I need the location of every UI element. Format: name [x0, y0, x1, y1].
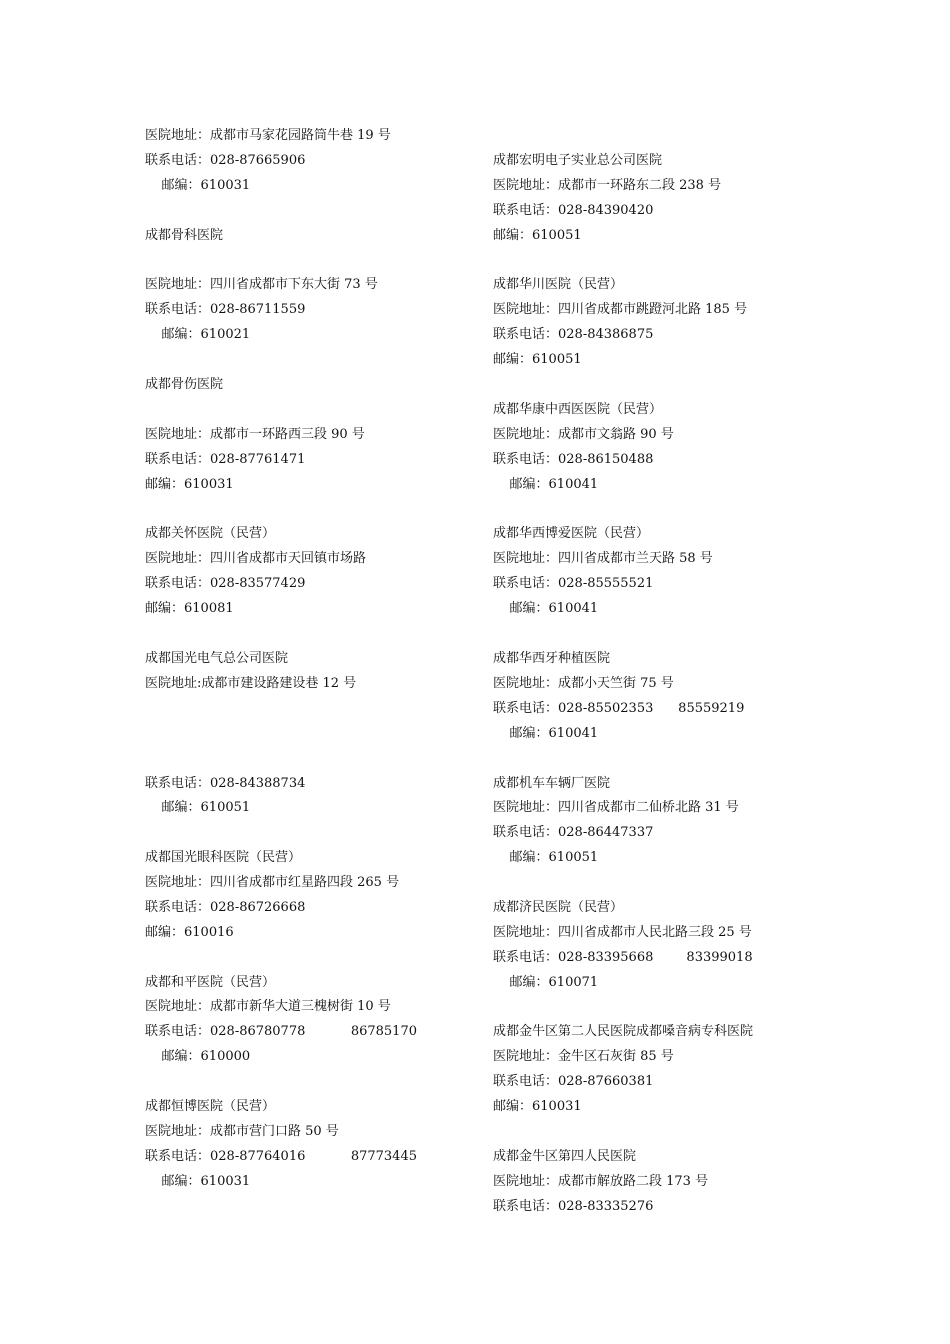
phone-text: 联系电话：028-84386875	[493, 327, 654, 342]
phone-text: 联系电话：028-85502353 85559219	[493, 701, 745, 716]
hospital-name: 成都国光眼科医院（民营）	[145, 850, 302, 865]
hospital-name: 成都金牛区第二人民医院成都嗓音病专科医院	[493, 1024, 754, 1039]
phone-text: 联系电话：028-83335276	[493, 1199, 654, 1214]
postcode-text: 邮编：610051	[493, 352, 582, 367]
postcode-text: 邮编：610051	[493, 228, 582, 243]
address-text: 医院地址:成都市建设路建设巷 12 号	[145, 676, 357, 691]
phone-text: 联系电话：028-84388734	[145, 776, 306, 791]
hospital-name: 成都济民医院（民营）	[493, 900, 624, 915]
address-text: 医院地址：四川省成都市下东大街 73 号	[145, 277, 378, 292]
address-text: 医院地址：成都市文翁路 90 号	[493, 427, 674, 442]
postcode-text: 邮编：610051	[145, 800, 251, 815]
address-text: 医院地址：四川省成都市红星路四段 265 号	[145, 875, 400, 890]
address-text: 医院地址：四川省成都市兰天路 58 号	[493, 551, 713, 566]
phone-text: 联系电话：028-83395668 83399018	[493, 950, 753, 965]
phone-text: 联系电话：028-84390420	[493, 203, 654, 218]
phone-text: 联系电话：028-86150488	[493, 452, 654, 467]
phone-text: 联系电话：028-87665906	[145, 153, 306, 168]
hospital-name: 成都国光电气总公司医院	[145, 651, 289, 666]
phone-text: 联系电话：028-86447337	[493, 825, 654, 840]
phone-text: 联系电话：028-86780778 86785170	[145, 1024, 417, 1039]
address-text: 医院地址：四川省成都市二仙桥北路 31 号	[493, 800, 739, 815]
postcode-text: 邮编：610016	[145, 925, 234, 940]
postcode-text: 邮编：610041	[493, 477, 599, 492]
address-text: 医院地址：四川省成都市人民北路三段 25 号	[493, 925, 752, 940]
hospital-name: 成都和平医院（民营）	[145, 975, 276, 990]
postcode-text: 邮编：610071	[493, 975, 599, 990]
hospital-name: 成都华西牙种植医院	[493, 651, 611, 666]
address-text: 医院地址：成都市马家花园路筒牛巷 19 号	[145, 128, 391, 143]
postcode-text: 邮编：610000	[145, 1049, 251, 1064]
address-text: 医院地址：成都市一环路东二段 238 号	[493, 178, 722, 193]
phone-text: 联系电话：028-86711559	[145, 302, 306, 317]
phone-text: 联系电话：028-87764016 87773445	[145, 1149, 417, 1164]
postcode-text: 邮编：610021	[145, 327, 251, 342]
hospital-name: 成都华西博爱医院（民营）	[493, 526, 650, 541]
phone-text: 联系电话：028-86726668	[145, 900, 306, 915]
postcode-text: 邮编：610031	[145, 477, 234, 492]
address-text: 医院地址：四川省成都市跳蹬河北路 185 号	[493, 302, 748, 317]
hospital-name: 成都宏明电子实业总公司医院	[493, 153, 663, 168]
phone-text: 联系电话：028-85555521	[493, 576, 654, 591]
address-text: 医院地址：金牛区石灰街 85 号	[493, 1049, 674, 1064]
address-text: 医院地址：成都小天竺街 75 号	[493, 676, 674, 691]
postcode-text: 邮编：610031	[145, 1174, 251, 1189]
address-text: 医院地址：成都市一环路西三段 90 号	[145, 427, 365, 442]
hospital-name: 成都关怀医院（民营）	[145, 526, 276, 541]
address-text: 医院地址：成都市解放路二段 173 号	[493, 1174, 709, 1189]
hospital-name: 成都华川医院（民营）	[493, 277, 624, 292]
hospital-name: 成都金牛区第四人民医院	[493, 1149, 637, 1164]
phone-text: 联系电话：028-87761471	[145, 452, 306, 467]
postcode-text: 邮编：610031	[493, 1099, 582, 1114]
hospital-name: 成都骨伤医院	[145, 377, 224, 392]
hospital-name: 成都骨科医院	[145, 228, 224, 243]
address-text: 医院地址：成都市营门口路 50 号	[145, 1124, 339, 1139]
postcode-text: 邮编：610031	[145, 178, 251, 193]
hospital-name: 成都恒博医院（民营）	[145, 1099, 276, 1114]
postcode-text: 邮编：610041	[493, 726, 599, 741]
hospital-name: 成都华康中西医医院（民营）	[493, 402, 663, 417]
hospital-name: 成都机车车辆厂医院	[493, 776, 611, 791]
postcode-text: 邮编：610051	[493, 850, 599, 865]
postcode-text: 邮编：610041	[493, 601, 599, 616]
phone-text: 联系电话：028-83577429	[145, 576, 306, 591]
postcode-text: 邮编：610081	[145, 601, 234, 616]
phone-text: 联系电话：028-87660381	[493, 1074, 654, 1089]
address-text: 医院地址：成都市新华大道三槐树街 10 号	[145, 999, 391, 1014]
address-text: 医院地址：四川省成都市天回镇市场路	[145, 551, 367, 566]
